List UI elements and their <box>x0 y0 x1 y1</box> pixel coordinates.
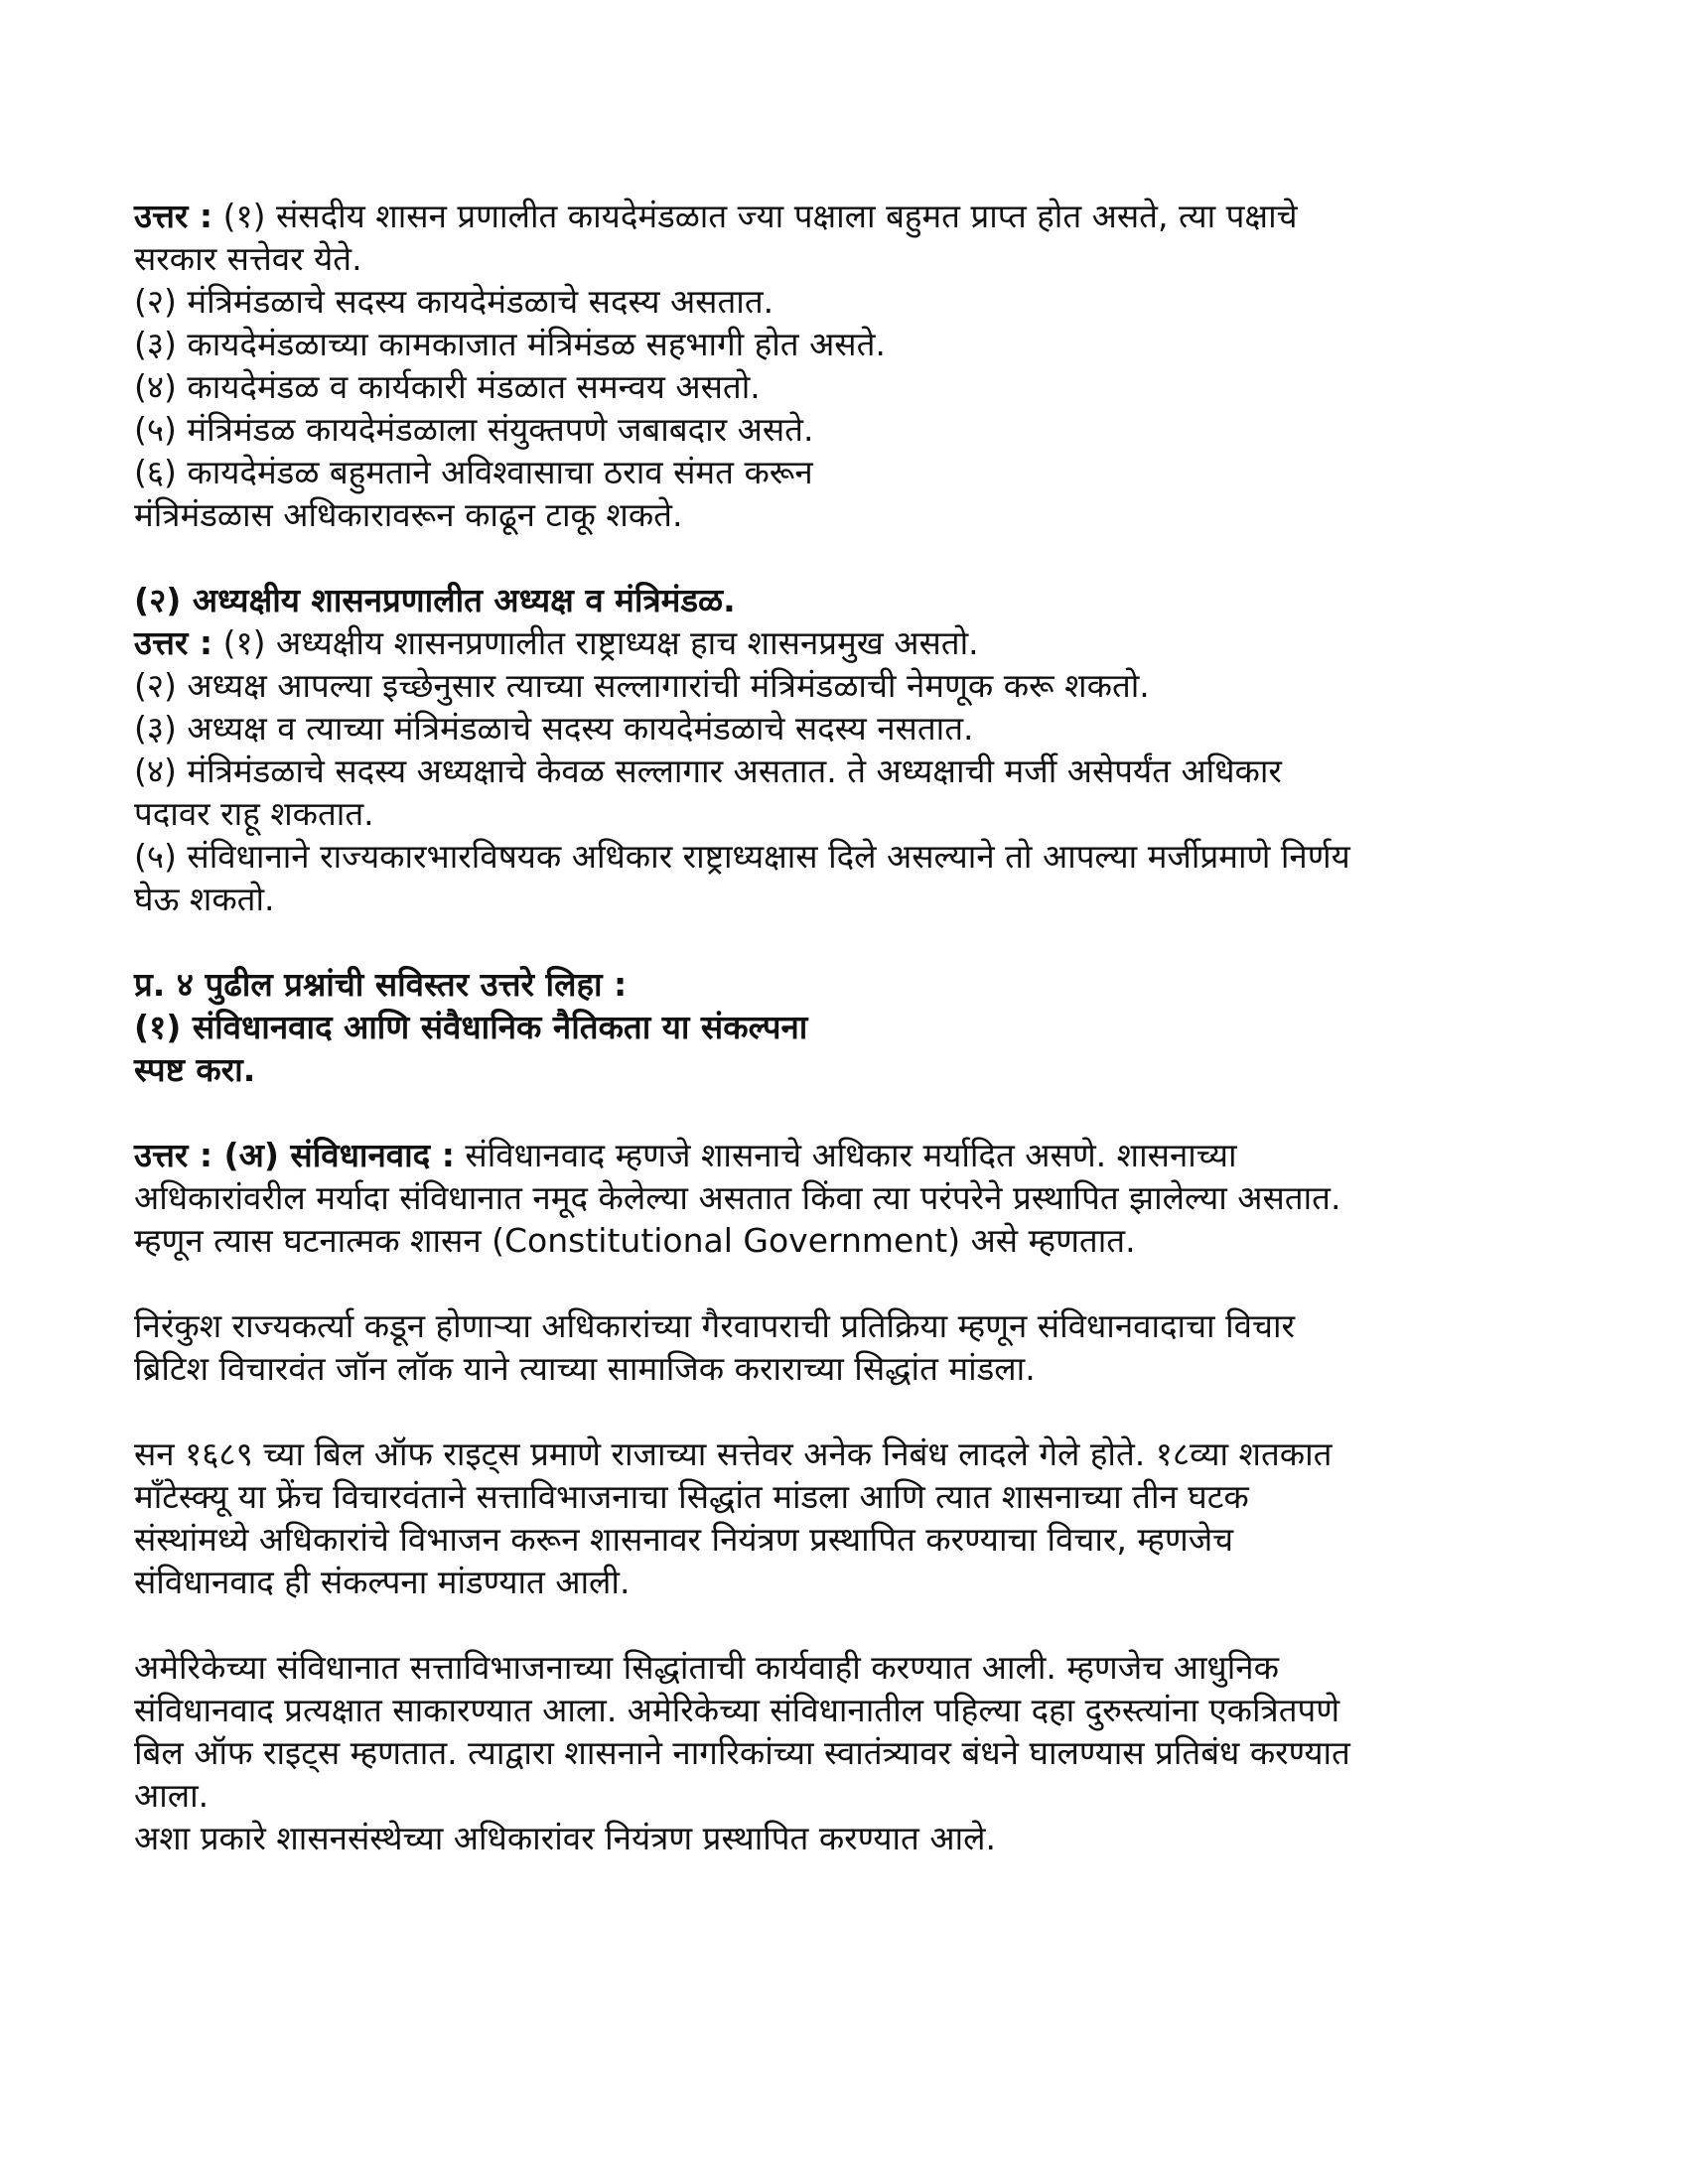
paragraph-line: संस्थांमध्ये अधिकारांचे विभाजन करून शासनावर नियंत्रण प्रस्थापित करण्याचा विचार, म्हणजेच <box>134 1520 1234 1559</box>
document-page <box>134 195 1564 1859</box>
answer-line: (२) मंत्रिमंडळाचे सदस्य कायदेमंडळाचे सदस्य असतात. <box>134 282 774 321</box>
answer-line: (३) कायदेमंडळाच्या कामकाजात मंत्रिमंडळ सहभागी होत असते. <box>134 325 886 363</box>
question-4-heading <box>134 963 1564 1091</box>
answer-label: उत्तर : <box>134 197 213 235</box>
answer-line: म्हणून त्यास घटनात्मक शासन (Constitutional Government) असे म्हणतात. <box>134 1221 1136 1260</box>
answer-line: (६) कायदेमंडळ बहुमताने अविश्वासाचा ठराव संमत करून <box>134 453 813 491</box>
spacer <box>134 1390 1564 1433</box>
question-heading-line: प्र. ४ पुढील प्रश्नांची सविस्तर उत्तरे लिहा : <box>134 965 628 1004</box>
answer-line: (२) अध्यक्ष आपल्या इच्छेनुसार त्याच्या सल्लागारांची मंत्रिमंडळाची नेमणूक करू शकतो. <box>134 666 1150 705</box>
paragraph-line: ब्रिटिश विचारवंत जॉन लॉक याने त्याच्या सामाजिक कराराच्या सिद्धांत मांडला. <box>134 1349 1036 1388</box>
spacer <box>134 1262 1564 1304</box>
section-parliamentary-answer <box>134 195 1564 536</box>
spacer <box>134 1091 1564 1134</box>
answer-line: (५) मंत्रिमंडळ कायदेमंडळाला संयुक्तपणे जबाबदार असते. <box>134 410 814 449</box>
answer-4-paragraph-3 <box>134 1433 1564 1603</box>
paragraph-line: संविधानवाद प्रत्यक्षात साकारण्यात आला. अमेरिकेच्या संविधानातील पहिल्या दहा दुरुस्त्यांना एकत्रितपणे <box>134 1691 1340 1729</box>
answer-line: (४) मंत्रिमंडळाचे सदस्य अध्यक्षाचे केवळ सल्लागार असतात. ते अध्यक्षाची मर्जी असेपर्यंत अधिकार <box>134 751 1282 790</box>
answer-4-intro <box>134 1134 1564 1262</box>
paragraph-line: अमेरिकेच्या संविधानात सत्ताविभाजनाच्या सिद्धांताची कार्यवाही करण्यात आली. म्हणजेच आधुनिक <box>134 1648 1279 1687</box>
spacer <box>134 536 1564 579</box>
answer-line: पदावर राहू शकतात. <box>134 794 374 833</box>
question-heading-line: स्पष्ट करा. <box>134 1050 256 1089</box>
answer-line <box>134 195 1564 237</box>
paragraph-line: बिल ऑफ राइट्स म्हणतात. त्याद्वारा शासनाने नागरिकांच्या स्वातंत्र्यावर बंधने घालण्यास प्रतिबंध करण्यात <box>134 1733 1350 1772</box>
spacer <box>134 920 1564 963</box>
answer-line: घेऊ शकतो. <box>134 880 275 918</box>
question-heading-line: (१) संविधानवाद आणि संवैधानिक नैतिकता या संकल्पना <box>134 1008 808 1046</box>
paragraph-line: अशा प्रकारे शासनसंस्थेच्या अधिकारांवर नियंत्रण प्रस्थापित करण्यात आले. <box>134 1819 996 1857</box>
answer-text: (१) संसदीय शासन प्रणालीत कायदेमंडळात ज्या पक्षाला बहुमत प्राप्त होत असते, त्या पक्षाचे <box>212 197 1298 235</box>
answer-4-paragraph-4 <box>134 1646 1564 1859</box>
paragraph-line: सन १६८९ च्या बिल ऑफ राइट्स प्रमाणे राजाच्या सत्तेवर अनेक निबंध लादले गेले होते. १८व्या शतकात <box>134 1434 1333 1473</box>
answer-line <box>134 1134 1564 1176</box>
answer-line: (४) कायदेमंडळ व कार्यकारी मंडळात समन्वय असतो. <box>134 367 761 406</box>
paragraph-line: मॉंटेस्क्यू या फ्रेंच विचारवंताने सत्ताविभाजनाचा सिद्धांत मांडला आणि त्यात शासनाच्या तीन घटक <box>134 1477 1249 1516</box>
answer-label: उत्तर : (अ) संविधानवाद : <box>134 1136 455 1174</box>
spacer <box>134 1603 1564 1646</box>
answer-label: उत्तर : <box>134 623 213 662</box>
question-heading: (२) अध्यक्षीय शासनप्रणालीत अध्यक्ष व मंत्रिमंडळ. <box>134 581 736 619</box>
answer-line: सरकार सत्तेवर येते. <box>134 239 362 278</box>
paragraph-line: संविधानवाद ही संकल्पना मांडण्यात आली. <box>134 1563 631 1601</box>
answer-line <box>134 621 1564 664</box>
paragraph-line: आला. <box>134 1776 210 1815</box>
answer-line: (३) अध्यक्ष व त्याच्या मंत्रिमंडळाचे सदस्य कायदेमंडळाचे सदस्य नसतात. <box>134 709 974 748</box>
answer-text: संविधानवाद म्हणजे शासनाचे अधिकार मर्यादित असणे. शासनाच्या <box>454 1136 1237 1174</box>
answer-line: (५) संविधानाने राज्यकारभारविषयक अधिकार राष्ट्राध्यक्षास दिले असल्याने तो आपल्या मर्जीप्रमाणे निर्णय <box>134 837 1350 876</box>
answer-line: मंत्रिमंडळास अधिकारावरून काढून टाकू शकते. <box>134 495 683 534</box>
answer-line: अधिकारांवरील मर्यादा संविधानात नमूद केलेल्या असतात किंवा त्या परंपरेने प्रस्थापित झालेल्या असतात. <box>134 1178 1341 1217</box>
answer-4-paragraph-2 <box>134 1304 1564 1390</box>
section-presidential-answer <box>134 579 1564 920</box>
answer-text: (१) अध्यक्षीय शासनप्रणालीत राष्ट्राध्यक्ष हाच शासनप्रमुख असतो. <box>212 623 979 662</box>
paragraph-line: निरंकुश राज्यकर्त्या कडून होणाऱ्या अधिकारांच्या गैरवापराची प्रतिक्रिया म्हणून संविधानवादाचा विचार <box>134 1306 1295 1345</box>
